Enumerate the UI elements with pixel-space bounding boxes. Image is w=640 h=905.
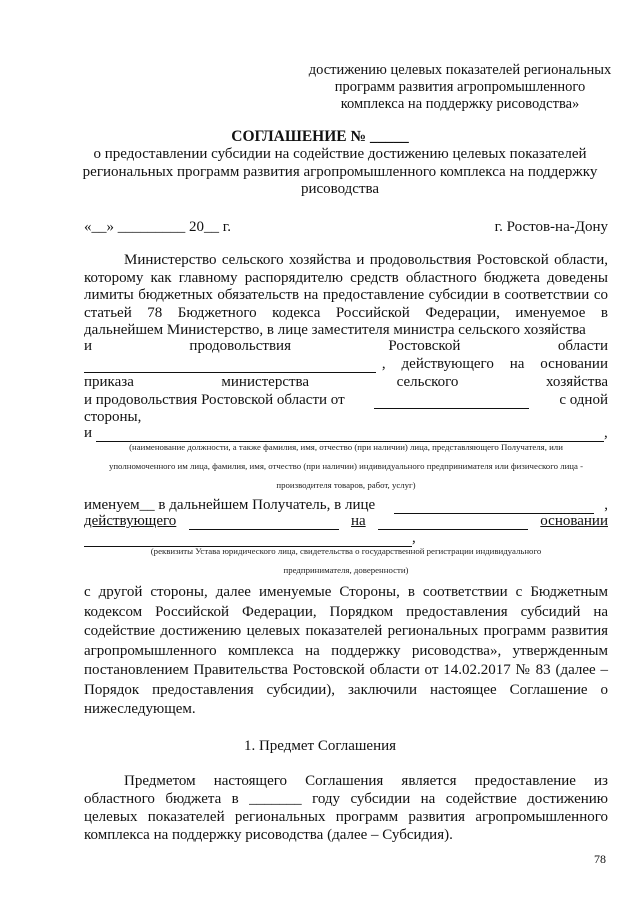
basis-row: , — [84, 530, 608, 547]
note-line: предпринимателя, доверенности) — [283, 565, 409, 575]
order-row — [84, 374, 608, 391]
basis-blank-1 — [189, 515, 339, 530]
page-number: 78 — [594, 852, 606, 866]
row-text: именуем__ в дальнейшем Получатель, в лице — [84, 497, 376, 513]
recipient-note — [84, 441, 608, 492]
header-line: комплекса на поддержку рисоводства» — [340, 96, 580, 112]
person-blank — [394, 499, 594, 514]
note-line: (реквизиты Устава юридического лица, свидетельства о государственной регистрации индивидуального — [150, 546, 542, 556]
subject-paragraph: Предметом настоящего Соглашения является предоставление из областного бюджета в _______ году субсидии на содействие достижению целевых показателей региональных программ развития агропромышленного комплекса на поддержку рисоводства (далее – Субсидия). — [84, 773, 608, 843]
row-word: на — [509, 356, 525, 372]
row-word: действующего — [84, 513, 177, 529]
agreement-subtitle — [60, 146, 620, 199]
header-line: достижению целевых показателей региональных — [308, 62, 612, 78]
subtitle-line: региональных программ развития агропромышленного комплекса на поддержку — [82, 163, 598, 180]
appendix-header — [300, 62, 620, 113]
basis-note — [84, 545, 608, 577]
subtitle-line: о предоставлении субсидии на содействие достижению целевых показателей — [93, 146, 587, 162]
header-line: программ развития агропромышленного — [334, 79, 586, 95]
row-word: сельского — [396, 374, 459, 390]
row-word: действующего — [401, 356, 494, 372]
order-date-row — [84, 392, 608, 409]
ministry-paragraph: Министерство сельского хозяйства и продовольствия Ростовской области, которому как главному распорядителю средств областного бюджета доведены лимиты бюджетных обязательств на предоставление субсидии в соответствии со статьей 78 Бюджетного кодекса Российской Федерации, именуемое в дальнейшем Министерство, в лице заместителя министра сельского хозяйства — [84, 252, 608, 339]
row-word: хозяйства — [545, 374, 608, 390]
note-line: производителя товаров, работ, услуг) — [276, 480, 416, 490]
subtitle-line: рисоводства — [300, 181, 380, 197]
acting2-row — [84, 513, 608, 530]
row-word: приказа — [84, 374, 134, 390]
signatory-blank — [84, 358, 376, 373]
recipient-row: и , — [84, 425, 608, 441]
storony-text: стороны, — [84, 409, 142, 425]
row-word: Ростовской — [388, 338, 461, 354]
basis-blank-2 — [378, 515, 528, 530]
agreement-title: СОГЛАШЕНИЕ № _____ — [231, 128, 409, 145]
row-text: с одной — [559, 392, 608, 408]
ministry-name-row — [84, 338, 608, 355]
row-word: основании — [540, 513, 608, 529]
row-word: и — [84, 338, 93, 354]
date-field: «__» _________ 20__ г. — [84, 219, 231, 235]
row-word: основании — [540, 356, 608, 372]
acting-row: , действующего на основании — [84, 356, 608, 373]
parties-paragraph: с другой стороны, далее именуемые Стороны, в соответствии с Бюджетным кодексом Российской Федерации, Порядком предоставления субсидий на содействие достижению целевых показателей региональных программ развития агропромышленного комплекса на поддержку рисоводства», утвержденным постановлением Правительства Ростовской области от 14.02.2017 № 83 (далее – Порядок предоставления субсидии), заключили настоящее Соглашение о нижеследующем. — [84, 584, 608, 717]
row-word: на — [350, 513, 366, 529]
row-word: министерства — [221, 374, 310, 390]
row-text: и продовольствия Ростовской области от — [84, 392, 345, 408]
recipient-blank — [96, 427, 604, 442]
order-date-blank — [374, 394, 529, 409]
note-line: (наименование должности, а также фамилия, имя, отчество (при наличии) лица, представляющего Получателя, или — [129, 442, 563, 452]
row-word: продовольствия — [189, 338, 291, 354]
named-row: именуем__ в дальнейшем Получатель, в лице , — [84, 497, 608, 513]
row-word: области — [557, 338, 608, 354]
section-heading: 1. Предмет Соглашения — [243, 738, 397, 754]
note-line: уполномоченного им лица, фамилия, имя, отчество (при наличии) индивидуального предпринимателя или физического лица - — [108, 461, 584, 471]
row-text: и — [84, 425, 93, 441]
date-place-line — [84, 219, 608, 236]
place-text: г. Ростов-на-Дону — [494, 219, 608, 235]
